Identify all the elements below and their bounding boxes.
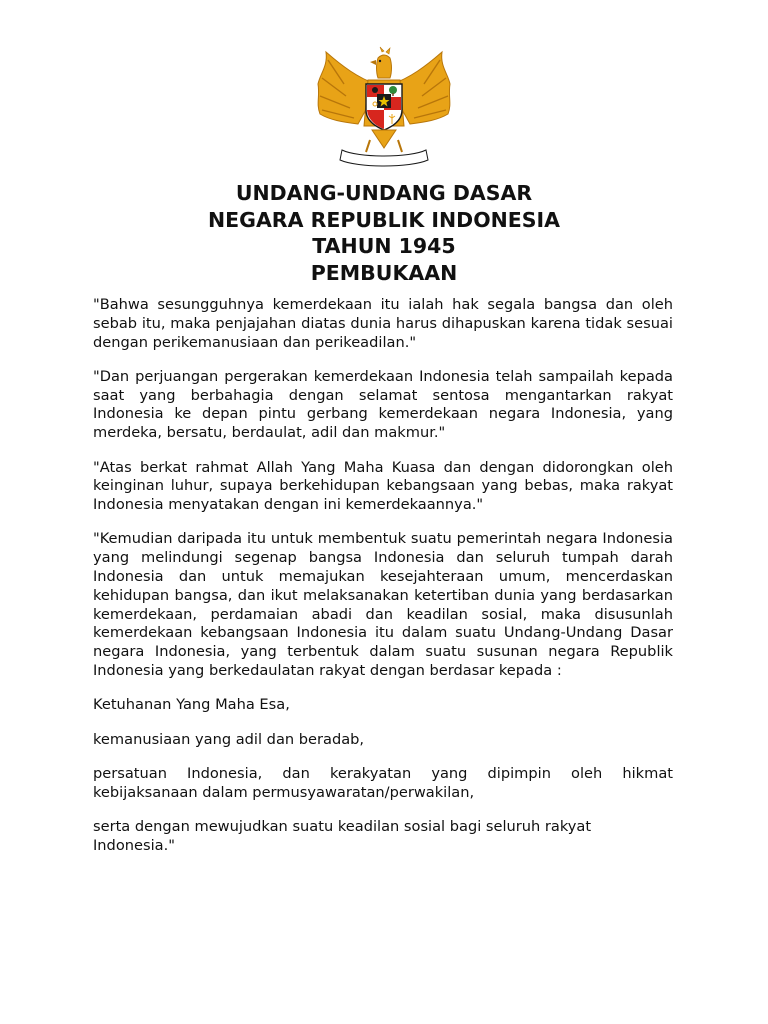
paragraph-7: persatuan Indonesia, dan kerakyatan yang dipimpin oleh hikmat kebijaksanaan dalam permusyawaratan/perwakilan, bbox=[93, 764, 673, 801]
paragraph-1: "Bahwa sesungguhnya kemerdekaan itu ialah hak segala bangsa dan oleh sebab itu, maka penjajahan diatas dunia harus dihapuskan karena tidak sesuai dengan perikemanusiaan dan perikeadilan." bbox=[93, 296, 673, 351]
paragraph-4: "Kemudian daripada itu untuk membentuk suatu pemerintah negara Indonesia yang melindungi segenap bangsa Indonesia dan seluruh tumpah darah Indonesia dan untuk memajukan kesejahteraan umum, mencerdaskan kehidupan bangsa, dan ikut melaksanakan ketertiban dunia yang berdasarkan kemerdekaan, perdamaian abadi dan keadilan sosial, maka disusunlah kemerdekaan kebangsaan Indonesia itu dalam suatu Undang-Undang Dasar negara Indonesia, yang terbentuk dalam suatu susunan negara Republik Indonesia yang berkedaulatan rakyat dengan berdasar kepada : bbox=[93, 530, 673, 680]
document-body bbox=[93, 296, 673, 871]
paragraph-8: serta dengan mewujudkan suatu keadilan sosial bagi seluruh rakyat Indonesia." bbox=[93, 818, 592, 854]
title-line-4: PEMBUKAAN bbox=[310, 260, 458, 285]
title-line-1: UNDANG-UNDANG DASAR bbox=[235, 181, 533, 205]
document-title bbox=[0, 180, 768, 286]
paragraph-5: Ketuhanan Yang Maha Esa, bbox=[93, 696, 290, 714]
paragraph-6: kemanusiaan yang adil dan beradab, bbox=[93, 730, 365, 748]
paragraph-2: "Dan perjuangan pergerakan kemerdekaan Indonesia telah sampailah kepada saat yang berbahagia dengan selamat sentosa mengantarkan rakyat Indonesia ke depan pintu gerbang kemerdekaan negara Indonesia, yang merdeka, bersatu, berdaulat, adil dan makmur." bbox=[93, 367, 673, 442]
garuda-pancasila-emblem-icon bbox=[306, 44, 462, 176]
title-line-2: NEGARA REPUBLIK INDONESIA bbox=[207, 207, 561, 232]
paragraph-3: "Atas berkat rahmat Allah Yang Maha Kuasa dan dengan didorongkan oleh keinginan luhur, supaya berkehidupan kebangsaan yang bebas, maka rakyat Indonesia menyatakan dengan ini kemerdekaannya." bbox=[93, 458, 673, 514]
title-line-3: TAHUN 1945 bbox=[312, 234, 456, 258]
